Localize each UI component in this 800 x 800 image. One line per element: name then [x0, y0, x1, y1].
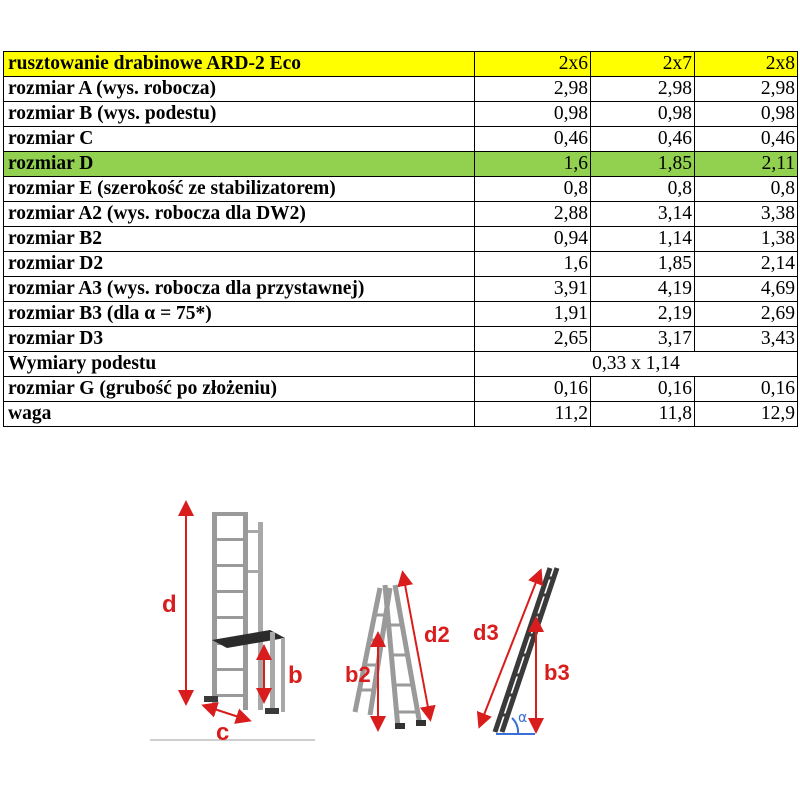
- value-cell: 3,43: [695, 327, 798, 352]
- value-cell: 2,19: [591, 302, 695, 327]
- table-row: [4, 202, 798, 227]
- value-cell: 1,38: [695, 227, 798, 252]
- dimension-label-d: d: [162, 591, 177, 618]
- a-frame-ladder-figure: [345, 574, 450, 729]
- value-cell: 3,38: [695, 202, 798, 227]
- value-cell: 3,91: [475, 277, 591, 302]
- merged-value-cell: 0,33 x 1,14: [475, 352, 798, 377]
- row-label: rozmiar A (wys. robocza): [4, 77, 475, 102]
- dimension-label-d3: d3: [473, 620, 499, 645]
- value-cell: 2,14: [695, 252, 798, 277]
- value-cell: 0,8: [475, 177, 591, 202]
- row-label: rozmiar D3: [4, 327, 475, 352]
- value-cell: 0,16: [695, 377, 798, 402]
- value-cell: 4,69: [695, 277, 798, 302]
- value-cell: 0,16: [475, 377, 591, 402]
- dimension-label-b2: b2: [345, 662, 371, 687]
- col-header-2x8: 2x8: [695, 52, 798, 77]
- col-header-2x6: 2x6: [475, 52, 591, 77]
- value-cell: 1,85: [591, 152, 695, 177]
- row-label: rozmiar B2: [4, 227, 475, 252]
- value-cell: 1,14: [591, 227, 695, 252]
- value-cell: 0,8: [695, 177, 798, 202]
- value-cell: 0,46: [475, 127, 591, 152]
- table-row: [4, 152, 798, 177]
- value-cell: 2,69: [695, 302, 798, 327]
- value-cell: 0,98: [695, 102, 798, 127]
- row-label: Wymiary podestu: [4, 352, 475, 377]
- dimension-label-b3: b3: [544, 660, 570, 685]
- row-label: waga: [4, 402, 475, 427]
- value-cell: 2,88: [475, 202, 591, 227]
- table-row: [4, 252, 798, 277]
- dimension-label-c: c: [216, 719, 230, 746]
- table-row: [4, 77, 798, 102]
- value-cell: 1,6: [475, 152, 591, 177]
- table-row: [4, 127, 798, 152]
- dimension-label-b: b: [288, 662, 303, 689]
- table-row: [4, 352, 798, 377]
- value-cell: 0,46: [695, 127, 798, 152]
- value-cell: 1,91: [475, 302, 591, 327]
- value-cell: 4,19: [591, 277, 695, 302]
- value-cell: 0,46: [591, 127, 695, 152]
- value-cell: 2,65: [475, 327, 591, 352]
- value-cell: 1,85: [591, 252, 695, 277]
- table-row: [4, 102, 798, 127]
- value-cell: 0,16: [591, 377, 695, 402]
- row-label: rozmiar A2 (wys. robocza dla DW2): [4, 202, 475, 227]
- value-cell: 3,17: [591, 327, 695, 352]
- table-row: [4, 402, 798, 427]
- row-label: rozmiar E (szerokość ze stabilizatorem): [4, 177, 475, 202]
- row-label: rozmiar B (wys. podestu): [4, 102, 475, 127]
- col-header-2x7: 2x7: [591, 52, 695, 77]
- value-cell: 2,98: [591, 77, 695, 102]
- value-cell: 3,14: [591, 202, 695, 227]
- value-cell: 0,94: [475, 227, 591, 252]
- value-cell: 12,9: [695, 402, 798, 427]
- table-row: [4, 177, 798, 202]
- value-cell: 2,98: [695, 77, 798, 102]
- spec-table: [3, 51, 798, 427]
- value-cell: 11,2: [475, 402, 591, 427]
- extension-ladder-figure: [473, 568, 570, 734]
- row-label: rozmiar B3 (dla α = 75*): [4, 302, 475, 327]
- table-row: [4, 277, 798, 302]
- table-row: [4, 227, 798, 252]
- value-cell: 0,8: [591, 177, 695, 202]
- value-cell: 2,11: [695, 152, 798, 177]
- table-title: rusztowanie drabinowe ARD-2 Eco: [4, 52, 475, 77]
- value-cell: 1,6: [475, 252, 591, 277]
- scaffold-tower-figure: [150, 504, 315, 746]
- row-label: rozmiar G (grubość po złożeniu): [4, 377, 475, 402]
- row-label: rozmiar D2: [4, 252, 475, 277]
- table-row: [4, 327, 798, 352]
- value-cell: 0,98: [475, 102, 591, 127]
- spec-table-body: [4, 52, 798, 427]
- value-cell: 11,8: [591, 402, 695, 427]
- table-row: [4, 377, 798, 402]
- table-header-row: [4, 52, 798, 77]
- value-cell: 0,98: [591, 102, 695, 127]
- row-label: rozmiar C: [4, 127, 475, 152]
- row-label: rozmiar D: [4, 152, 475, 177]
- angle-label-alpha: α: [518, 710, 528, 726]
- value-cell: 2,98: [475, 77, 591, 102]
- scaffold-diagram: [150, 490, 610, 750]
- dimension-label-d2: d2: [424, 622, 450, 647]
- row-label: rozmiar A3 (wys. robocza dla przystawnej): [4, 277, 475, 302]
- table-row: [4, 302, 798, 327]
